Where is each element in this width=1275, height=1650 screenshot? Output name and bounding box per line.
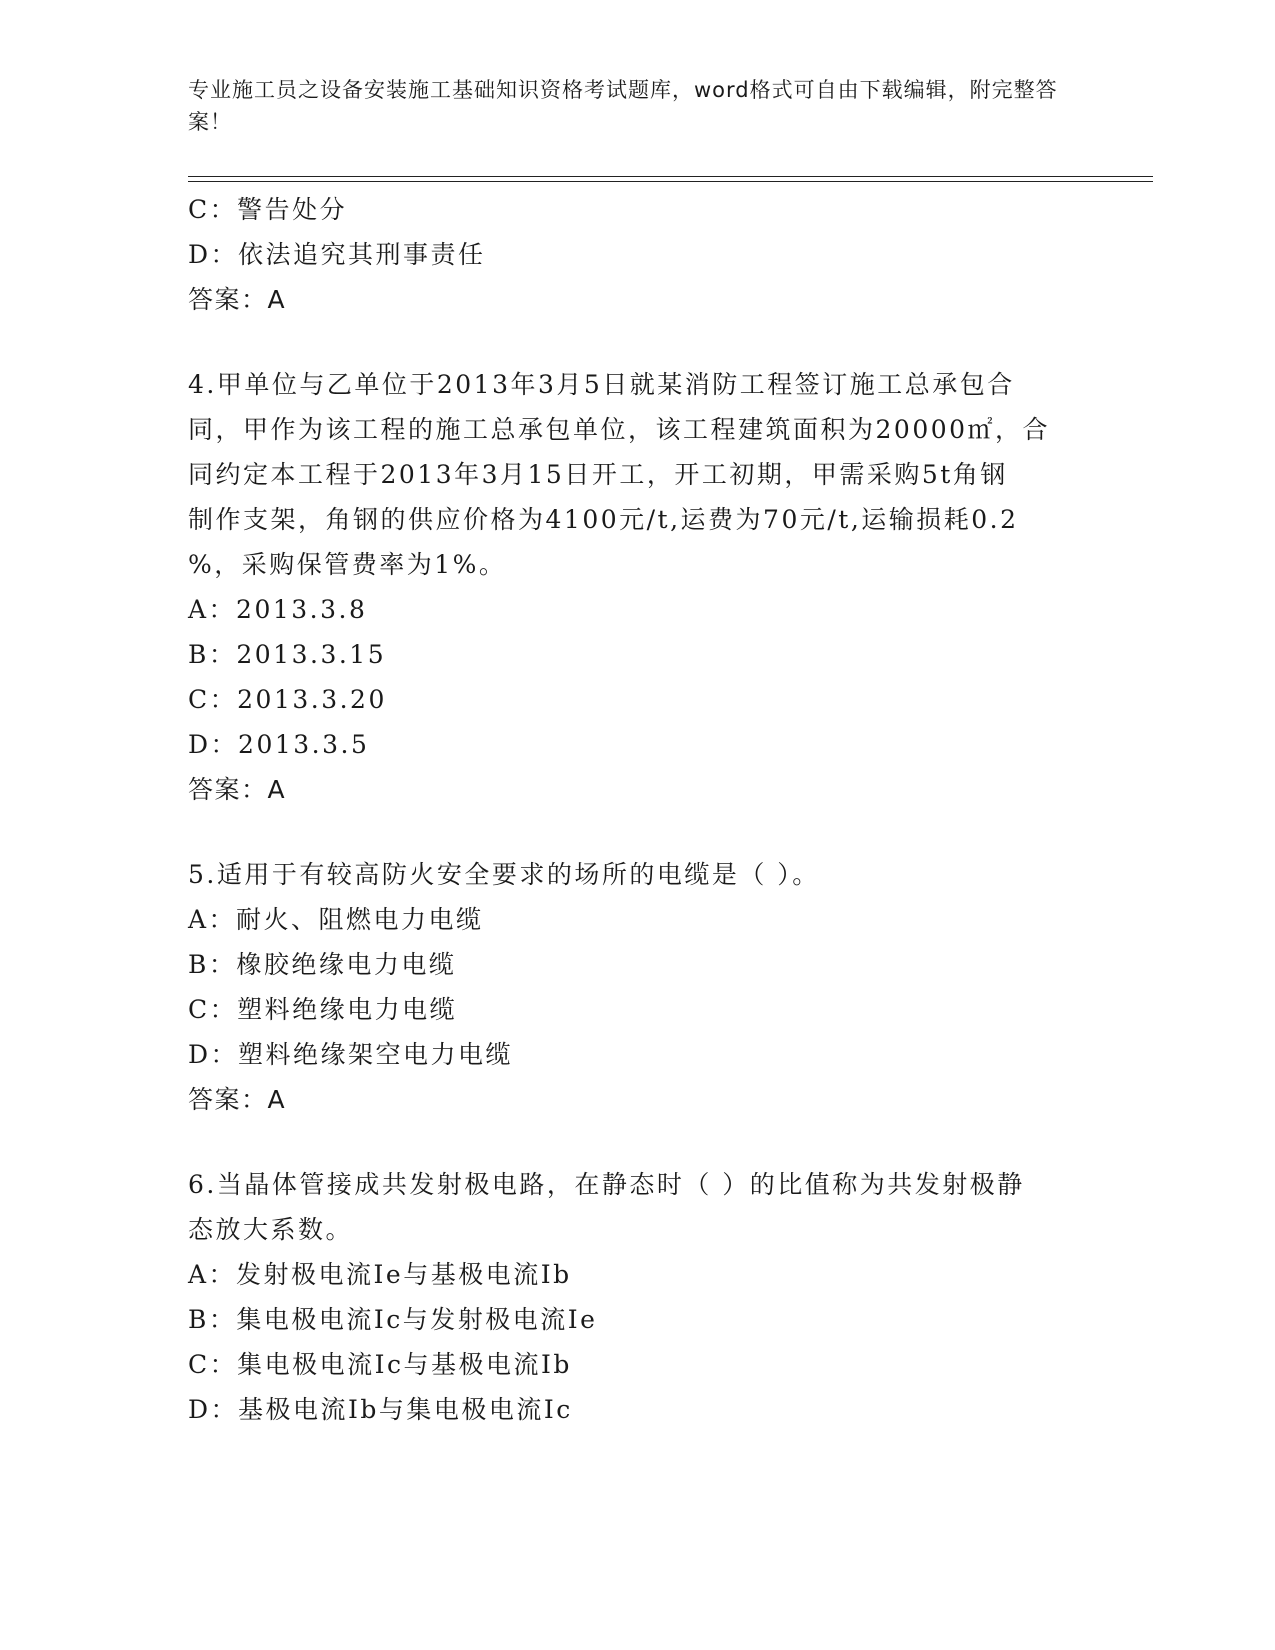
- answer-label: 答案：A: [188, 1085, 287, 1114]
- question-5: [188, 852, 1088, 1122]
- option-c: C：警告处分: [188, 195, 348, 224]
- answer-label: 答案：A: [188, 285, 287, 314]
- question-stem-line: 5.适用于有较高防火安全要求的场所的电缆是（ ）。: [188, 860, 820, 889]
- spacer: [188, 1122, 1088, 1162]
- option-b: B：2013.3.15: [188, 640, 387, 669]
- question-stem-line: 同，甲作为该工程的施工总承包单位，该工程建筑面积为20000㎡，合: [188, 415, 1051, 444]
- option-d: D：基极电流Ib与集电极电流Ic: [188, 1395, 573, 1424]
- option-b: B：橡胶绝缘电力电缆: [188, 950, 457, 979]
- question-stem-line: %，采购保管费率为1%。: [188, 550, 507, 579]
- header-divider-top: [188, 176, 1153, 177]
- question-stem-line: 6.当晶体管接成共发射极电路，在静态时（ ）的比值称为共发射极静: [188, 1170, 1025, 1199]
- option-a: A：2013.3.8: [188, 595, 368, 624]
- page-header: 专业施工员之设备安装施工基础知识资格考试题库，word格式可自由下载编辑，附完整答案！: [188, 78, 1058, 134]
- option-d: D：塑料绝缘架空电力电缆: [188, 1040, 514, 1069]
- option-d: D：依法追究其刑事责任: [188, 240, 486, 269]
- question-stem-line: 态放大系数。: [188, 1215, 354, 1244]
- question-stem-line: 制作支架，角钢的供应价格为4100元/t,运费为70元/t,运输损耗0.2: [188, 505, 1019, 534]
- question-content: [188, 187, 1088, 1432]
- option-b: B：集电极电流Ic与发射极电流Ie: [188, 1305, 598, 1334]
- option-c: C：塑料绝缘电力电缆: [188, 995, 458, 1024]
- question-3-tail: [188, 187, 1088, 322]
- option-c: C：2013.3.20: [188, 685, 387, 714]
- question-4: [188, 362, 1088, 812]
- spacer: [188, 322, 1088, 362]
- option-d: D：2013.3.5: [188, 730, 370, 759]
- question-6: [188, 1162, 1088, 1432]
- option-a: A：耐火、阻燃电力电缆: [188, 905, 484, 934]
- spacer: [188, 812, 1088, 852]
- header-divider-bottom: [188, 181, 1153, 182]
- option-a: A：发射极电流Ie与基极电流Ib: [188, 1260, 572, 1289]
- question-stem-line: 同约定本工程于2013年3月15日开工，开工初期，甲需采购5t角钢: [188, 460, 1008, 489]
- option-c: C：集电极电流Ic与基极电流Ib: [188, 1350, 572, 1379]
- question-stem-line: 4.甲单位与乙单位于2013年3月5日就某消防工程签订施工总承包合: [188, 370, 1015, 399]
- answer-label: 答案：A: [188, 775, 287, 804]
